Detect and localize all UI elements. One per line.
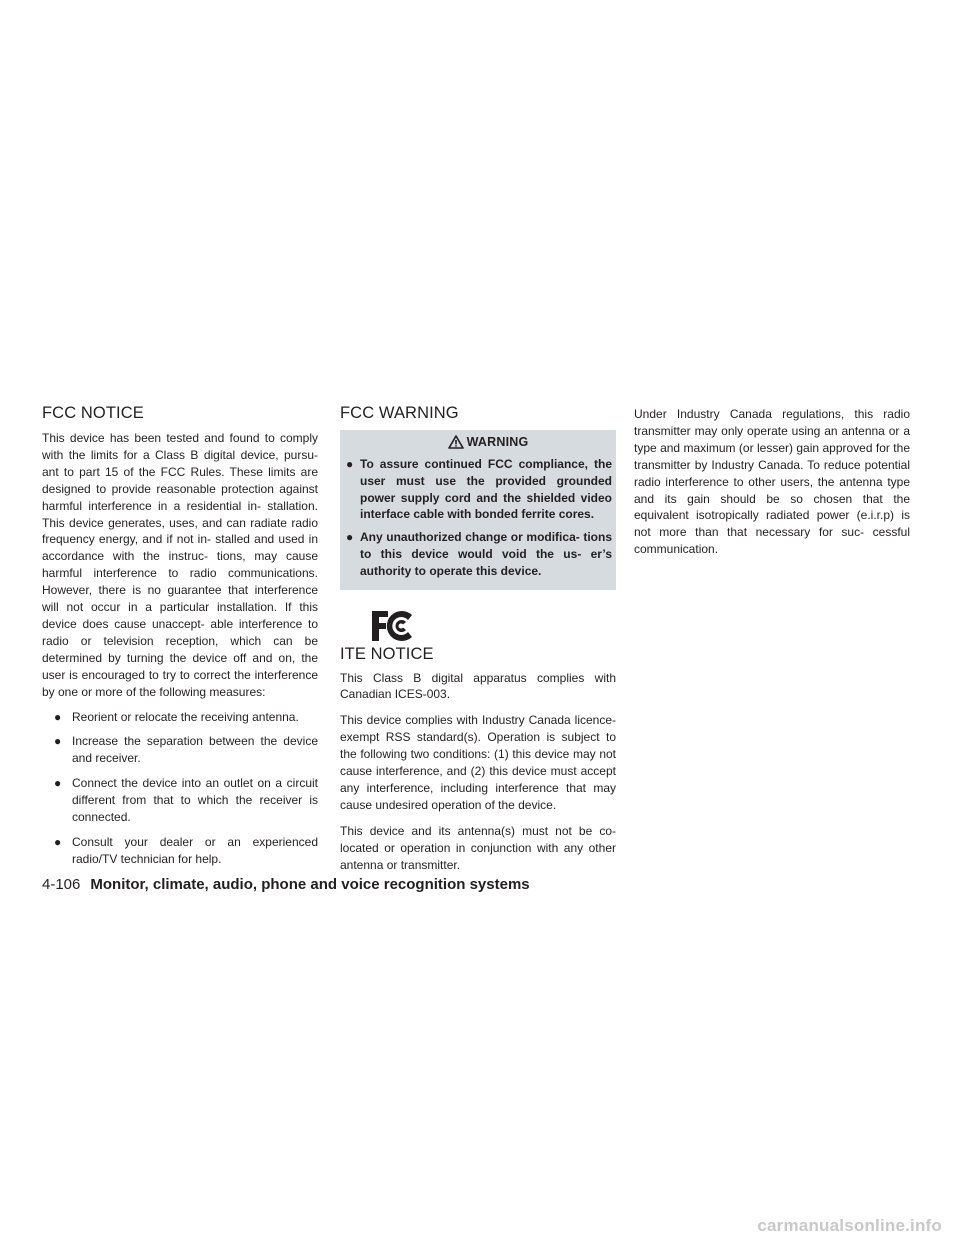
warning-list [340,456,616,580]
fcc-notice-intro: This device has been tested and found to comply with the limits for a Class B digital device, pursu- ant to part 15 of the FCC Rules. These limits are designed to provide reasonable protection against harmful interference in a residential in- stallation. This device generates, uses, and can radiate radio frequency energy, and if not in- stalled and used in accordance with the instruc- tions, may cause harmful interference to radio communications. However, there is no guarantee that interference will not occur in a particular installation. If this device does cause unaccept- able interference to radio or television reception, which can be determined by turning the device off and on, the user is encouraged to try to correct the interference by one or more of the following measures: [42,431,318,699]
industry-canada-paragraph: Under Industry Canada regulations, this radio transmitter may only operate using an antenna or a type and maximum (or lesser) gain approved for the transmitter by Industry Canada. To reduce potential radio interference to other users, the antenna type and its gain should be so chosen that the equivalent isotropically radiated power (e.i.r.p) is not more than that necessary for suc- cessful communication. [634,407,910,557]
measures-list [42,709,318,868]
list-item: ● To assure continued FCC compliance, the user must use the provided grounded power supply cord and the shielded video interface cable with bonded ferrite cores. [346,457,612,522]
fcc-warning-heading: FCC WARNING [340,404,459,422]
ite-paragraph-3: This device and its antenna(s) must not be co- located or operation in conjunction with any other antenna or transmitter. [340,823,616,872]
bullet-icon: ● [346,530,354,545]
list-item: ● Consult your dealer or an experienced radio/TV technician for help. [54,834,318,866]
ite-paragraph-2: This device complies with Industry Canada licence-exempt RSS standard(s). Operation is subject to the following two conditions: (1) this device may not cause interference, and (2) this device must accept any interference, including interference that may cause undesired operation of the device. [340,713,616,812]
watermark: carmanualsonline.info [757,1216,942,1235]
ite-notice-heading: ITE NOTICE [340,644,434,663]
warning-triangle-icon [448,435,464,449]
list-item: ● Reorient or relocate the receiving antenna. [54,709,299,724]
fcc-notice-column [42,404,318,868]
page-number: 4-106 [42,876,81,893]
bullet-icon: ● [54,776,62,791]
list-item: ● Connect the device into an outlet on a circuit different from that to which the receiver is connected. [54,776,318,825]
fcc-notice-heading: FCC NOTICE [42,404,144,422]
industry-canada-column [634,406,910,558]
list-item: ● Increase the separation between the device and receiver. [54,734,318,766]
warning-title [340,430,616,454]
bullet-icon: ● [54,834,62,849]
bullet-icon: ● [54,734,62,749]
page-footer [42,876,530,893]
bullet-icon: ● [346,457,354,471]
section-title: Monitor, climate, audio, phone and voice recognition systems [90,876,530,893]
fcc-logo-icon [370,609,414,643]
warning-box [340,430,616,590]
bullet-icon: ● [54,709,62,724]
list-item: ● Any unauthorized change or modifica- tions to this device would void the us- er’s authority to operate this device. [346,530,612,578]
fcc-warning-column [340,404,616,874]
warning-label: WARNING [466,435,529,449]
ite-paragraph-1: This Class B digital apparatus complies with Canadian ICES-003. [340,670,616,702]
